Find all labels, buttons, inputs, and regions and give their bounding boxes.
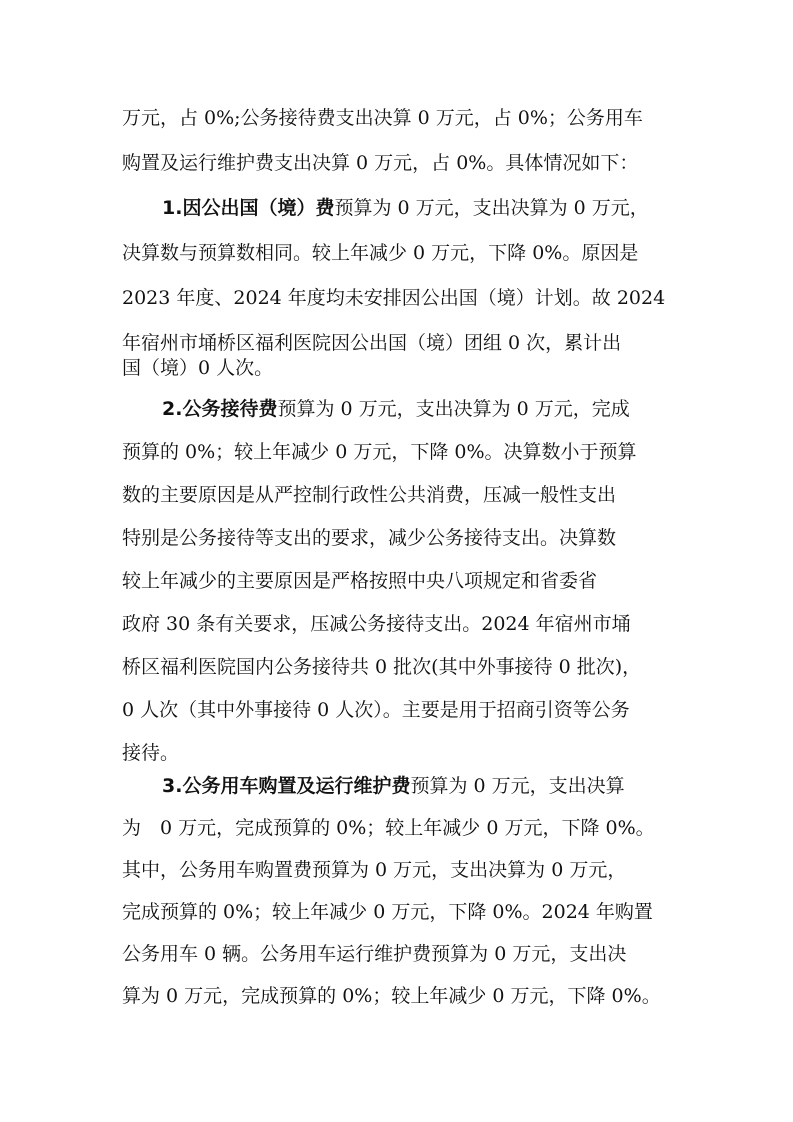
text-line [122,432,682,472]
text-run: 预算为 0 万元，支出决算为 0 万元，完成 [277,398,630,420]
text-line [162,188,682,228]
section-heading: 3.公务用车购置及运行维护费 [162,775,411,797]
text-run: 年宿州市埇桥区福利医院因公出国（境）团组 0 次，累计出 [122,332,622,354]
text-line [122,561,682,601]
text-run: 接待。 [122,742,180,764]
text-line [162,389,682,429]
text-run: 桥区福利医院国内公务接待共 0 批次(其中外事接待 0 批次)， [122,656,642,678]
text-line [162,766,682,806]
text-run: 购置及运行维护费支出决算 0 万元，占 0%。具体情况如下： [122,152,639,174]
text-run: 为 0 万元，完成预算的 0%；较上年减少 0 万元，下降 0%。 [122,817,655,839]
text-run: 完成预算的 0%；较上年减少 0 万元，下降 0%。2024 年购置 [122,901,653,923]
text-run: 国（境）0 人次。 [122,357,274,379]
text-line [122,98,682,138]
text-run: 决算数与预算数相同。较上年减少 0 万元，下降 0%。原因是 [122,242,639,264]
text-run: 预算为 0 万元，支出决算 [410,775,625,797]
text-line [122,348,682,388]
text-line [122,233,682,273]
section-heading: 1.因公出国（境）费 [162,197,335,219]
text-run: 算为 0 万元，完成预算的 0%；较上年减少 0 万元，下降 0%。 [122,985,661,1007]
text-run: 预算的 0%；较上年减少 0 万元，下降 0%。决算数小于预算 [122,441,637,463]
text-line [122,892,682,932]
text-line [122,604,682,644]
text-line [122,475,682,515]
text-run: 较上年减少的主要原因是严格按照中央八项规定和省委省 [122,570,598,592]
text-line [122,143,682,183]
text-line [122,976,682,1016]
text-line [122,850,682,890]
text-run: 政府 30 条有关要求，压减公务接待支出。2024 年宿州市埇 [122,613,631,635]
text-run: 预算为 0 万元，支出决算为 0 万元， [334,197,649,219]
text-run: 特别是公务接待等支出的要求，减少公务接待支出。决算数 [122,527,617,549]
text-run: 公务用车 0 辆。公务用车运行维护费预算为 0 万元，支出决 [122,943,627,965]
text-run: 数的主要原因是从严控制行政性公共消费，压减一般性支出 [122,484,617,506]
text-line [122,647,682,687]
section-heading: 2.公务接待费 [162,398,278,420]
text-run: 2023 年度、2024 年度均未安排因公出国（境）计划。故 2024 [122,287,666,309]
text-line [122,934,682,974]
text-run: 0 人次（其中外事接待 0 人次）。主要是用于招商引资等公务 [122,699,630,721]
text-line [122,278,682,318]
text-run: 万元，占 0%;公务接待费支出决算 0 万元，占 0%；公务用车 [122,107,643,129]
text-line [122,808,682,848]
text-run: 其中，公务用车购置费预算为 0 万元，支出决算为 0 万元， [122,859,627,881]
text-line [122,690,682,730]
text-line [122,518,682,558]
